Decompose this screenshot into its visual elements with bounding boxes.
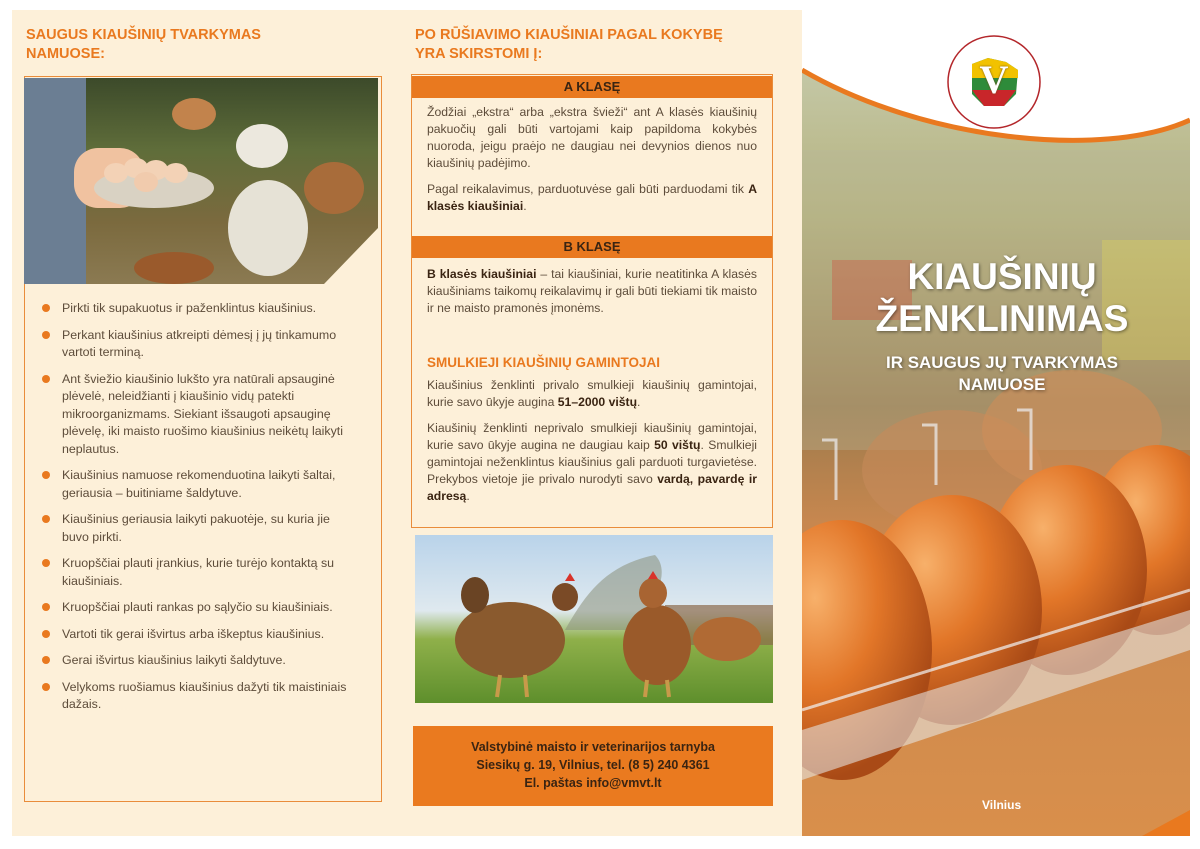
- class-b-paragraph: B klasės kiaušiniai – tai kiaušiniai, kurie neatitinka A klasės kiaušiniams taikomų reikalavimų ir gali būti tiekiami tik maisto ir ne maisto pramonės įmonėms.: [427, 267, 757, 315]
- logo-letter: V: [979, 57, 1009, 102]
- cover-background-art: [802, 10, 1190, 836]
- bullet-icon: [42, 471, 50, 479]
- class-a-text: [427, 104, 757, 224]
- bullet-icon: [42, 331, 50, 339]
- vmvt-logo: [944, 32, 1044, 132]
- class-b-bar: B KLASĘ: [412, 236, 772, 258]
- bullet-icon: [42, 375, 50, 383]
- class-a-bar: A KLASĘ: [412, 76, 772, 98]
- class-a-paragraph-1: Žodžiai „ekstra“ arba „ekstra švieži“ ant A klasės kiaušinių pakuočių gali būti vartojami kaip papildoma kokybės nuoroda, jeigu praėjo ne daugiau nei devynios dienos nuo kiaušinių padėjimo.: [427, 105, 757, 170]
- contact-box: [413, 726, 773, 806]
- cover-subtitle: [814, 352, 1190, 396]
- cover-panel: [802, 10, 1190, 836]
- contact-email[interactable]: El. paštas info@vmvt.lt: [524, 776, 662, 790]
- tip-item: Ant šviežio kiaušinio lukšto yra natūrali apsauginė plėvelė, neleidžianti į kiaušinio vidų patekti mikroorganizmams. Siekiant išsaugoti apsauginę plėvelę, iki maisto ruošimo kiaušinius neikėtų laikyti neplautus.: [36, 371, 356, 459]
- cover-subtitle-line-1: IR SAUGUS JŲ TVARKYMAS: [885, 353, 1119, 372]
- mid-heading: PO RŪŠIAVIMO KIAUŠINIAI PAGAL KOKYBĘ YRA SKIRSTOMI Į:: [415, 27, 723, 62]
- hens-on-grass-photo: [415, 535, 773, 703]
- tip-item: Kruopščiai plauti įrankius, kurie turėjo kontaktą su kiaušiniais.: [36, 555, 356, 590]
- cover-subtitle-line-2: NAMUOSE: [958, 375, 1046, 394]
- bullet-icon: [42, 630, 50, 638]
- bullet-icon: [42, 515, 50, 523]
- bullet-icon: [42, 559, 50, 567]
- small-producers-paragraph-1: Kiaušinius ženklinti privalo smulkieji kiaušinių gamintojai, kurie savo ūkyje augina 51–2000 vištų.: [427, 378, 757, 409]
- bullet-icon: [42, 603, 50, 611]
- class-a-paragraph-2: Pagal reikalavimus, parduotuvėse gali būti parduodami tik A klasės kiaušiniai.: [427, 182, 757, 213]
- class-b-text: [427, 266, 757, 326]
- cover-title-line-1: KIAUŠINIŲ: [907, 256, 1097, 297]
- small-producers-text: [427, 377, 757, 514]
- left-panel: [12, 10, 397, 836]
- cover-title: [814, 256, 1190, 340]
- tip-item: Perkant kiaušinius atkreipti dėmesį į jų tinkamumo vartoti terminą.: [36, 327, 356, 362]
- bullet-icon: [42, 304, 50, 312]
- middle-panel: [397, 10, 802, 836]
- left-heading: SAUGUS KIAUŠINIŲ TVARKYMAS NAMUOSE:: [26, 27, 261, 62]
- small-producers-paragraph-2: Kiaušinių ženklinti neprivalo smulkieji kiaušinių gamintojai, kurie savo ūkyje augina ne daugiau kaip 50 vištų. Smulkieji gamintojai neženklintus kiaušinius gali parduoti turgavietėse. Prekybos vietoje jie privalo nurodyti savo vardą, pavardę ir adresą.: [427, 421, 757, 503]
- bullet-icon: [42, 683, 50, 691]
- tip-item: Vartoti tik gerai išvirtus arba iškeptus kiaušinius.: [36, 626, 356, 644]
- hens-with-eggs-photo: [24, 78, 378, 284]
- cover-title-line-2: ŽENKLINIMAS: [875, 298, 1129, 339]
- tip-item: Gerai išvirtus kiaušinius laikyti šaldytuve.: [36, 652, 356, 670]
- cover-city: Vilnius: [982, 798, 1022, 812]
- tip-item: Kiaušinius namuose rekomenduotina laikyti šaltai, geriausia – buitiniame šaldytuve.: [36, 467, 356, 502]
- safety-tips-list: [36, 300, 356, 723]
- tip-item: Kruopščiai plauti rankas po sąlyčio su kiaušiniais.: [36, 599, 356, 617]
- tip-item: Velykoms ruošiamus kiaušinius dažyti tik maistiniais dažais.: [36, 679, 356, 714]
- contact-address: Siesikų g. 19, Vilnius, tel. (8 5) 240 4361: [476, 758, 710, 772]
- small-producers-heading: SMULKIEJI KIAUŠINIŲ GAMINTOJAI: [427, 355, 661, 370]
- contact-agency: Valstybinė maisto ir veterinarijos tarnyba: [471, 740, 715, 754]
- bullet-icon: [42, 656, 50, 664]
- tip-item: Kiaušinius geriausia laikyti pakuotėje, su kuria jie buvo pirkti.: [36, 511, 356, 546]
- tip-item: Pirkti tik supakuotus ir paženklintus kiaušinius.: [36, 300, 356, 318]
